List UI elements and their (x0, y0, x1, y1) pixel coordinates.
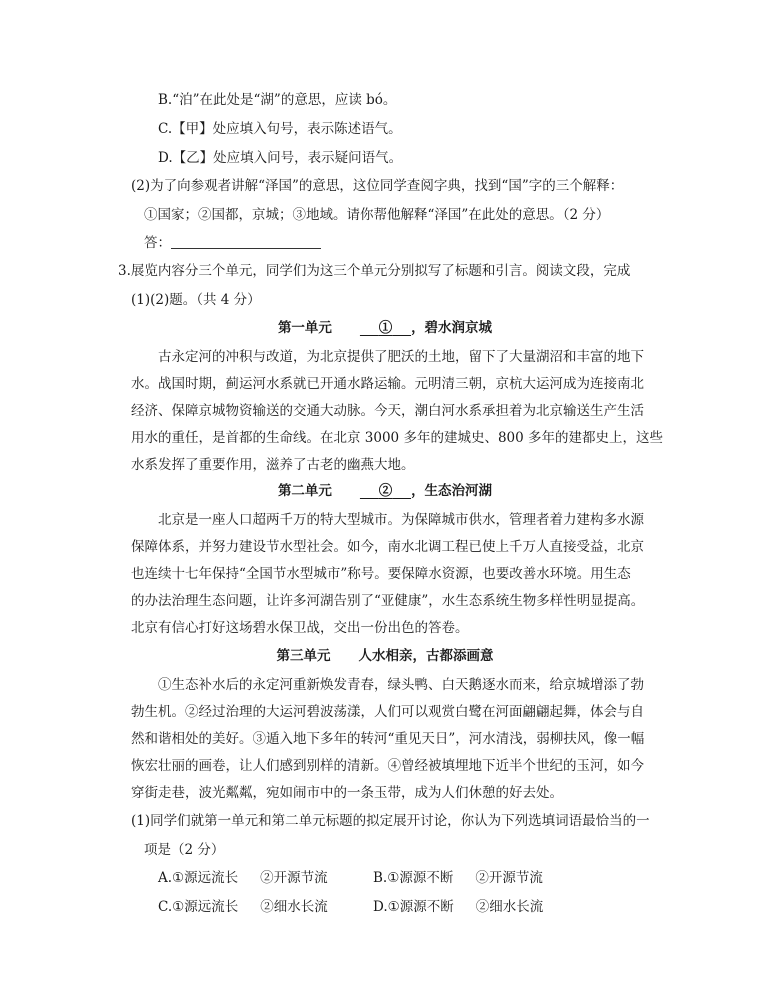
q2-sub2-line1: (2)为了向参观者讲解“泽国”的意思，这位同学查阅字典，找到“国”字的三个解释： (131, 178, 624, 194)
unit2-line: 保障体系，并努力建设节水型社会。如今，南水北调工程已使上千万人直接受益，北京 (131, 539, 644, 555)
q3-sub1-line1: (1)同学们就第一单元和第二单元标题的拟定展开讨论，你认为下列选填词语最恰当的一 (131, 813, 650, 829)
unit2-line: 北京是一座人口超两千万的特大型城市。为保障城市供水，管理者着力建构多水源 (158, 512, 644, 528)
unit2-blank: ② (378, 483, 393, 499)
unit2-title: ，生态治河湖 (411, 483, 493, 499)
unit3-label: 第三单元 (276, 648, 331, 664)
unit1-label: 第一单元 (277, 320, 332, 336)
unit1-line: 水系发挥了重要作用，滋养了古老的幽燕大地。 (131, 457, 415, 473)
q3-line2: (1)(2)题。（共 4 分） (131, 292, 261, 308)
unit1-line: 用水的重任，是首都的生命线。在北京 3000 多年的建城史、800 多年的建都史上，这些 (131, 430, 663, 446)
unit2-line: 也连续十七年保持“全国节水型城市”称号。要保障水资源，也要改善水环境。用生态 (131, 566, 631, 582)
unit3-heading (0, 646, 770, 666)
unit2-label: 第二单元 (277, 483, 332, 499)
unit1-line: 古永定河的冲积与改道，为北京提供了肥沃的土地，留下了大量湖沼和丰富的地下 (158, 349, 644, 365)
unit2-line: 的办法治理生态问题，让许多河湖告别了“亚健康”，水生态系统生物多样性明显提高。 (131, 593, 645, 609)
answer-blank[interactable] (171, 234, 321, 249)
option-b: B.“泊”在此处是“湖”的意思，应读 bó。 (158, 92, 397, 108)
unit2-heading (0, 481, 770, 501)
answer-label: 答： (144, 235, 171, 251)
unit3-line: 恢宏壮丽的画卷，让人们感到别样的清新。④曾经被填埋地下近半个世纪的玉河，如今 (131, 758, 644, 774)
unit3-title: 人水相亲，古都添画意 (358, 648, 494, 664)
choice-a[interactable]: A.①源远流长 ②开源节流 (158, 870, 328, 886)
unit1-heading (0, 318, 770, 338)
unit1-line: 水。战国时期，蓟运河水系就已开通水路运输。元明清三朝，京杭大运河成为连接南北 (131, 376, 644, 392)
choice-b[interactable]: B.①源源不断 ②开源节流 (373, 870, 543, 886)
unit1-line: 经济、保障京城物资输送的交通大动脉。今天，潮白河水系承担着为北京输送生产生活 (131, 403, 644, 419)
q2-sub2-line2: ①国家；②国都，京城；③地域。请你帮他解释“泽国”在此处的意思。（2 分） (144, 207, 610, 223)
unit3-line: 勃生机。②经过治理的大运河碧波荡漾，人们可以观赏白鹭在河面翩翩起舞，体会与自 (131, 704, 644, 720)
unit3-line: ①生态补水后的永定河重新焕发青春，绿头鸭、白天鹅逐水而来，给京城增添了勃 (158, 677, 644, 693)
choice-c[interactable]: C.①源远流长 ②细水长流 (158, 899, 328, 915)
q3-sub1-line2: 项是（2 分） (144, 842, 225, 858)
unit3-line: 穿街走巷，波光粼粼，宛如闹市中的一条玉带，成为人们休憩的好去处。 (131, 785, 563, 801)
unit3-line: 然和谐相处的美好。③遁入地下多年的转河“重见天日”，河水清浅，弱柳扶风，像一幅 (131, 731, 645, 747)
option-d: D.【乙】处应填入问号，表示疑问语气。 (158, 150, 403, 166)
unit2-line: 北京有信心打好这场碧水保卫战，交出一份出色的答卷。 (131, 620, 469, 636)
choice-d[interactable]: D.①源源不断 ②细水长流 (373, 899, 544, 915)
answer-row (144, 233, 321, 253)
unit1-blank: ① (378, 320, 393, 336)
option-c: C.【甲】处应填入句号，表示陈述语气。 (158, 121, 402, 137)
q3-line1: 3.展览内容分三个单元，同学们为这三个单元分别拟写了标题和引言。阅读文段，完成 (118, 263, 631, 279)
unit1-title: ，碧水润京城 (411, 320, 493, 336)
